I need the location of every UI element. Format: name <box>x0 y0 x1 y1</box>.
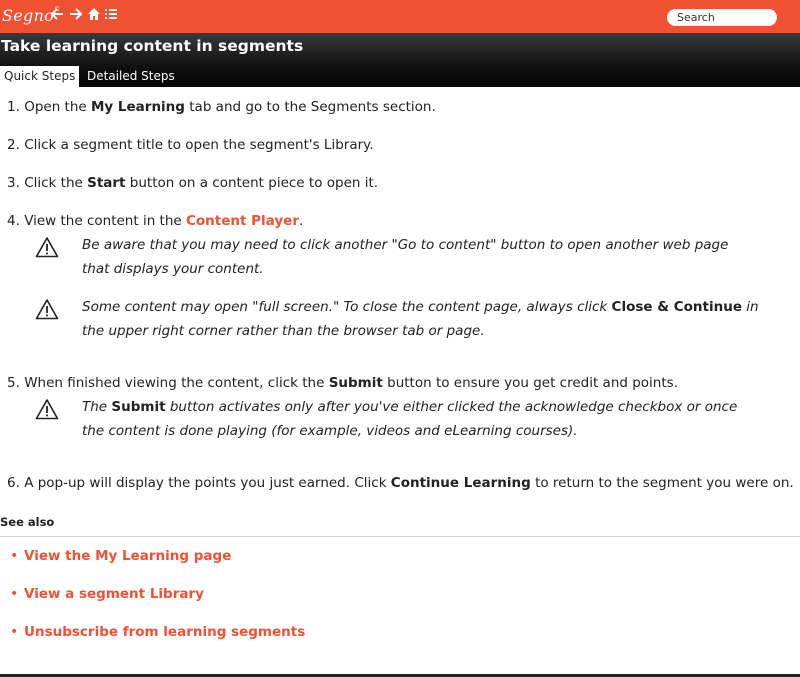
back-arrow-icon[interactable] <box>50 7 64 26</box>
note-line: Be aware that you may need to click another "Go to content" button to open another web page <box>82 237 729 253</box>
step-text: tab and go to the Segments section. <box>184 99 436 115</box>
step-4 <box>7 213 303 229</box>
step-bold: Start <box>87 175 126 191</box>
list-item <box>10 548 231 564</box>
list-item <box>10 586 204 602</box>
note-text: Some content may open "full screen." To close the content page, always click <box>82 299 612 315</box>
logo-text: Segno <box>2 6 55 25</box>
note-bold: Submit <box>111 399 166 415</box>
step-text: button on a content piece to open it. <box>125 175 379 191</box>
step-bold: My Learning <box>90 99 185 115</box>
step-text: to return to the segment you were on. <box>530 475 794 491</box>
warning-icon <box>35 398 59 420</box>
step-number: 5. <box>7 375 20 391</box>
step-3 <box>7 175 378 191</box>
note-bold: Close & Continue <box>611 299 742 315</box>
step-number: 6. <box>7 475 20 491</box>
note-line: the content is done playing (for example, videos and eLearning courses). <box>82 423 578 439</box>
step-5 <box>7 375 678 391</box>
note-line <box>82 295 759 319</box>
link-segment-library[interactable]: View a segment Library <box>24 586 204 602</box>
step-text: Click a segment title to open the segment's Library. <box>24 137 374 153</box>
step-1 <box>7 99 436 115</box>
bullet-icon: • <box>10 548 19 564</box>
bullet-icon: • <box>10 586 19 602</box>
note-text: button activates only after you've either clicked the acknowledge checkbox or once <box>165 399 738 415</box>
content-player-link[interactable]: Content Player <box>185 213 299 229</box>
forward-arrow-icon[interactable] <box>69 7 83 26</box>
step-text: . <box>298 213 304 229</box>
note-line <box>82 395 737 419</box>
step-text: button to ensure you get credit and points. <box>382 375 678 391</box>
note-text: The <box>82 399 112 415</box>
tab-detailed-steps[interactable]: Detailed Steps <box>87 69 175 83</box>
step-number: 3. <box>7 175 20 191</box>
step-number: 2. <box>7 137 20 153</box>
note-full-screen <box>82 295 759 343</box>
search-input[interactable] <box>667 9 777 26</box>
top-bar <box>0 0 800 33</box>
note-line: that displays your content. <box>82 261 264 277</box>
warning-icon <box>35 236 59 258</box>
bullet-icon: • <box>10 624 19 640</box>
step-text: Open the <box>24 99 91 115</box>
step-number: 1. <box>7 99 20 115</box>
home-icon[interactable] <box>88 7 100 26</box>
note-submit <box>82 395 737 443</box>
warning-icon <box>35 298 59 320</box>
tab-quick-steps[interactable]: Quick Steps <box>0 66 79 87</box>
title-band <box>0 33 800 87</box>
step-number: 4. <box>7 213 20 229</box>
see-also-heading: See also <box>0 515 55 529</box>
step-text: When finished viewing the content, click the <box>24 375 329 391</box>
note-text: in <box>741 299 759 315</box>
logo-mark: © <box>54 6 61 13</box>
page-title: Take learning content in segments <box>1 37 304 55</box>
step-6 <box>7 475 794 491</box>
step-bold: Continue Learning <box>390 475 531 491</box>
step-2 <box>7 137 374 153</box>
divider <box>0 536 800 537</box>
list-icon[interactable] <box>105 7 117 26</box>
link-my-learning-page[interactable]: View the My Learning page <box>24 548 232 564</box>
link-unsubscribe-segments[interactable]: Unsubscribe from learning segments <box>24 624 306 640</box>
step-bold: Submit <box>328 375 383 391</box>
note-go-to-content <box>82 233 728 281</box>
list-item <box>10 624 305 640</box>
step-text: Click the <box>24 175 88 191</box>
step-text: View the content in the <box>24 213 186 229</box>
step-text: A pop-up will display the points you just earned. Click <box>24 475 391 491</box>
note-line: the upper right corner rather than the browser tab or page. <box>82 323 485 339</box>
